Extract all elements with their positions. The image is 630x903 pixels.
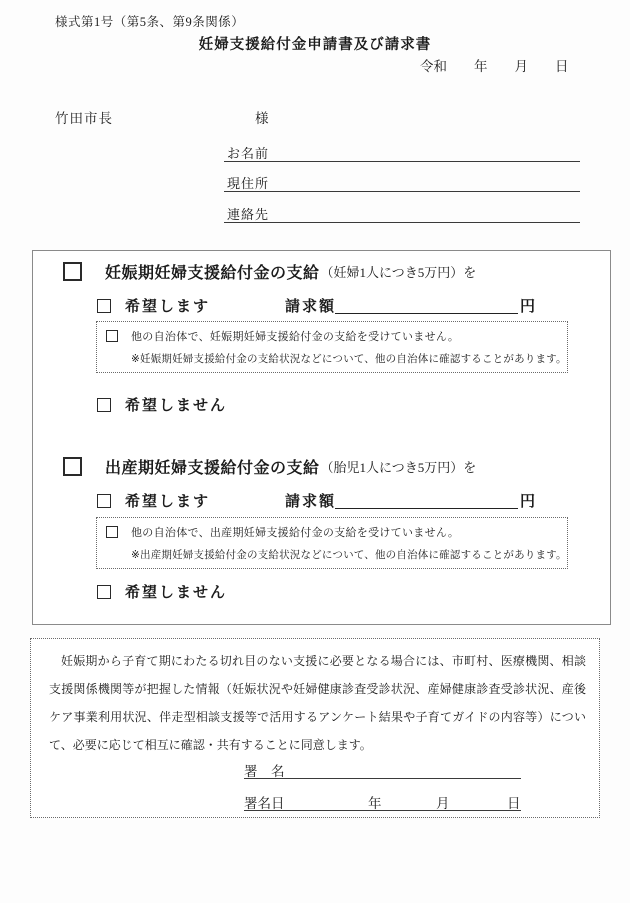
name-label: お名前	[227, 146, 270, 161]
addressee-honorific: 様	[255, 111, 269, 126]
pregnancy-declaration-text: 他の自治体で、妊娠期妊婦支援給付金の支給を受けていません。	[131, 331, 460, 343]
birth-accept-label: 希望します	[125, 494, 211, 510]
birth-section-title-row	[63, 454, 476, 478]
sign-date-label: 署名日	[244, 796, 285, 811]
consent-paragraph: 妊娠期から子育て期にわたる切れ目のない支援に必要となる場合には、市町村、医療機関、相談支援関係機関等が把握した情報（妊娠状況や妊婦健康診査受診状況、産婦健康診査受診状況、産後ケア事業利用状況、伴走型相談支援等で活用するアンケート結果や子育てガイドの内容等）について、必要に応じて相互に確認・共有することに同意します。	[49, 654, 586, 752]
pregnancy-decline-checkbox[interactable]	[97, 398, 111, 412]
form-number: 様式第1号（第5条、第9条関係）	[55, 15, 245, 29]
birth-decline-row	[33, 581, 610, 605]
birth-declaration-checkbox[interactable]	[106, 526, 118, 538]
birth-claim-label: 請求額	[285, 494, 337, 510]
birth-section-title: 出産期妊婦支援給付金の支給	[105, 459, 320, 477]
birth-claim-amount-line[interactable]	[335, 490, 518, 509]
birth-declaration-box	[96, 517, 568, 569]
date-line	[420, 55, 569, 75]
birth-accept-row	[33, 490, 610, 514]
month-label: 月	[514, 59, 528, 74]
birth-declaration-note: ※出産期妊婦支援給付金の支給状況などについて、他の自治体に確認することがあります。	[131, 549, 567, 561]
signature-label: 署 名	[244, 764, 285, 779]
signature-line[interactable]	[244, 760, 521, 779]
pregnancy-section-title: 妊娠期妊婦支援給付金の支給	[105, 264, 320, 282]
sign-date-line[interactable]	[244, 792, 521, 811]
pregnancy-claim-unit: 円	[520, 299, 538, 315]
year-label: 年	[474, 59, 488, 74]
sign-year-label: 年	[368, 796, 382, 811]
benefit-box	[32, 250, 611, 625]
pregnancy-section-checkbox[interactable]	[63, 262, 82, 281]
addressee-name: 竹田市長	[55, 111, 113, 126]
sign-month-label: 月	[436, 796, 450, 811]
day-label: 日	[555, 59, 569, 74]
pregnancy-accept-row	[33, 295, 610, 319]
pregnancy-claim-label: 請求額	[285, 299, 337, 315]
form-title: 妊婦支援給付金申請書及び請求書	[198, 37, 432, 53]
sign-day-label: 日	[507, 796, 521, 811]
birth-declaration-text: 他の自治体で、出産期妊婦支援給付金の支給を受けていません。	[131, 527, 460, 539]
pregnancy-claim-amount-line[interactable]	[335, 295, 518, 314]
era-label: 令和	[420, 59, 447, 74]
address-field-row[interactable]	[224, 173, 580, 192]
pregnancy-section-title-row	[63, 259, 476, 283]
birth-decline-checkbox[interactable]	[97, 585, 111, 599]
contact-label: 連絡先	[227, 207, 270, 222]
address-label: 現住所	[227, 176, 270, 191]
contact-field-row[interactable]	[224, 204, 580, 223]
pregnancy-declaration-checkbox[interactable]	[106, 330, 118, 342]
birth-section-checkbox[interactable]	[63, 457, 82, 476]
pregnancy-accept-checkbox[interactable]	[97, 299, 111, 313]
pregnancy-decline-label: 希望しません	[125, 398, 228, 414]
consent-box	[30, 638, 600, 818]
pregnancy-decline-row	[33, 394, 610, 418]
birth-claim-unit: 円	[520, 494, 538, 510]
birth-accept-checkbox[interactable]	[97, 494, 111, 508]
birth-decline-label: 希望しません	[125, 585, 228, 601]
pregnancy-declaration-box	[96, 321, 568, 373]
pregnancy-section-note: （妊婦1人につき5万円）を	[320, 264, 477, 280]
name-field-row[interactable]	[224, 143, 580, 162]
birth-section-note: （胎児1人につき5万円）を	[320, 459, 477, 475]
pregnancy-accept-label: 希望します	[125, 299, 211, 315]
pregnancy-declaration-note: ※妊娠期妊婦支援給付金の支給状況などについて、他の自治体に確認することがあります。	[131, 353, 567, 365]
